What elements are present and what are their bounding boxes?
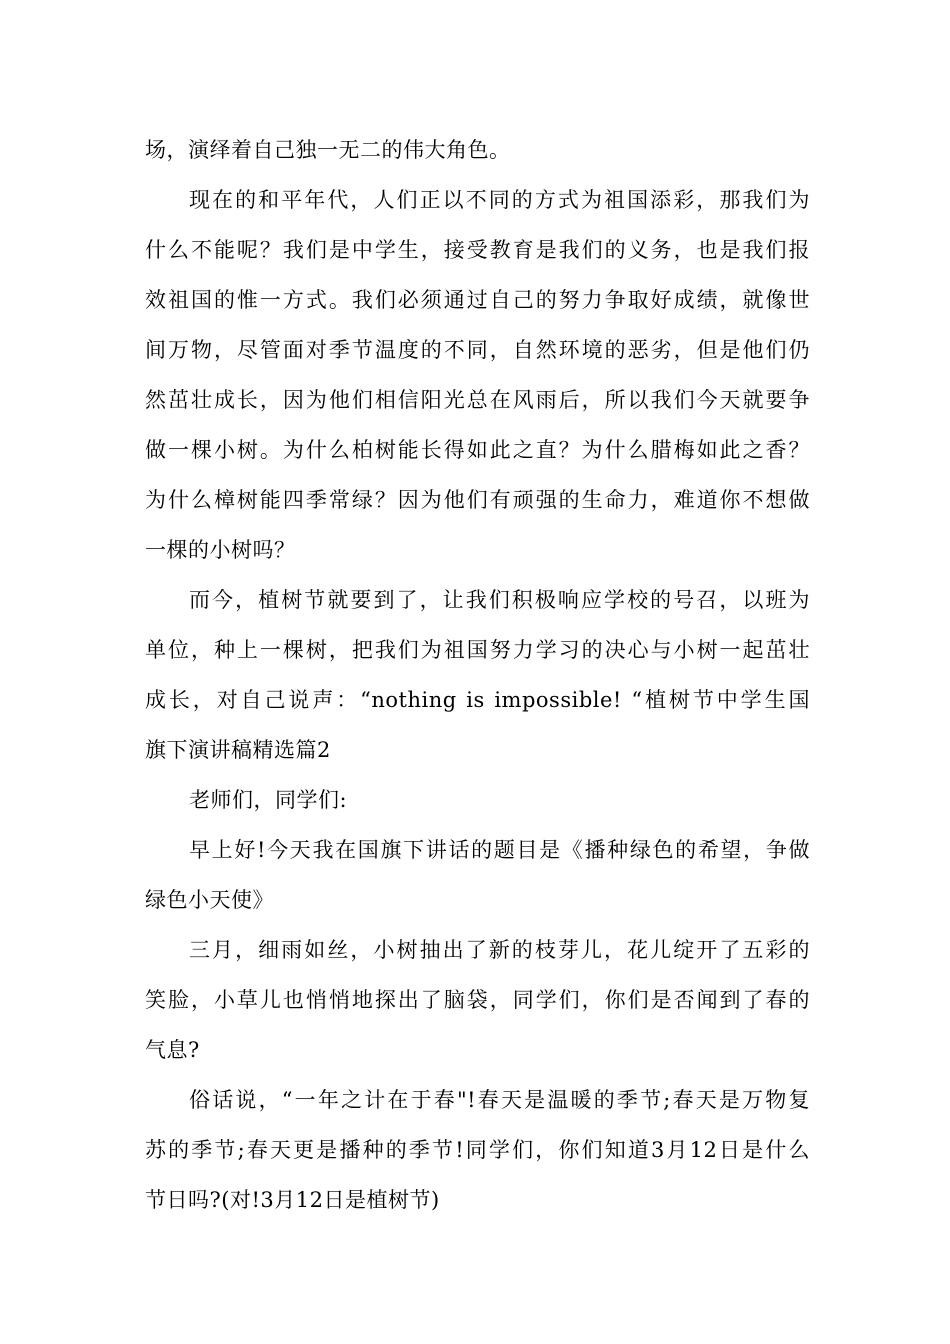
text-line: 气息? xyxy=(145,1038,200,1062)
text-line: 笑脸，小草儿也悄悄地探出了脑袋，同学们，你们是否闻到了春的 xyxy=(145,988,810,1012)
text-line: 一棵的小树吗？ xyxy=(145,538,296,562)
text-line: 场，演绎着自己独一无二的伟大角色。 xyxy=(145,138,511,162)
text-line: 苏的季节;春天更是播种的季节!同学们，你们知道3月12日是什么 xyxy=(145,1138,810,1162)
text-line: 单位，种上一棵树，把我们为祖国努力学习的决心与小树一起茁壮 xyxy=(145,638,810,662)
text-line: 早上好!今天我在国旗下讲话的题目是《播种绿色的希望，争做 xyxy=(189,838,810,862)
text-line: 现在的和平年代，人们正以不同的方式为祖国添彩，那我们为 xyxy=(189,188,810,212)
text-line: 做一棵小树。为什么柏树能长得如此之直？为什么腊梅如此之香？ xyxy=(145,438,810,462)
text-line: 老师们，同学们: xyxy=(189,788,348,812)
text-line: 节日吗?(对!3月12日是植树节) xyxy=(145,1188,440,1212)
text-line: 旗下演讲稿精选篇2 xyxy=(145,738,331,762)
text-line: 什么不能呢？我们是中学生，接受教育是我们的义务，也是我们报 xyxy=(145,238,810,262)
text-line: 间万物，尽管面对季节温度的不同，自然环境的恶劣，但是他们仍 xyxy=(145,338,810,362)
text-line: 而今，植树节就要到了，让我们积极响应学校的号召，以班为 xyxy=(189,588,810,612)
text-line: 为什么樟树能四季常绿？因为他们有顽强的生命力，难道你不想做 xyxy=(145,488,810,512)
text-line: 成长，对自己说声：“nothing is impossible! “植树节中学生国 xyxy=(145,688,810,712)
text-line: 效祖国的惟一方式。我们必须通过自己的努力争取好成绩，就像世 xyxy=(145,288,810,312)
text-line: 绿色小天使》 xyxy=(145,888,274,912)
text-line: 三月，细雨如丝，小树抽出了新的枝芽儿，花儿绽开了五彩的 xyxy=(189,938,810,962)
text-line: 俗话说，“一年之计在于春"!春天是温暖的季节;春天是万物复 xyxy=(189,1088,810,1112)
text-line: 然茁壮成长，因为他们相信阳光总在风雨后，所以我们今天就要争 xyxy=(145,388,810,412)
